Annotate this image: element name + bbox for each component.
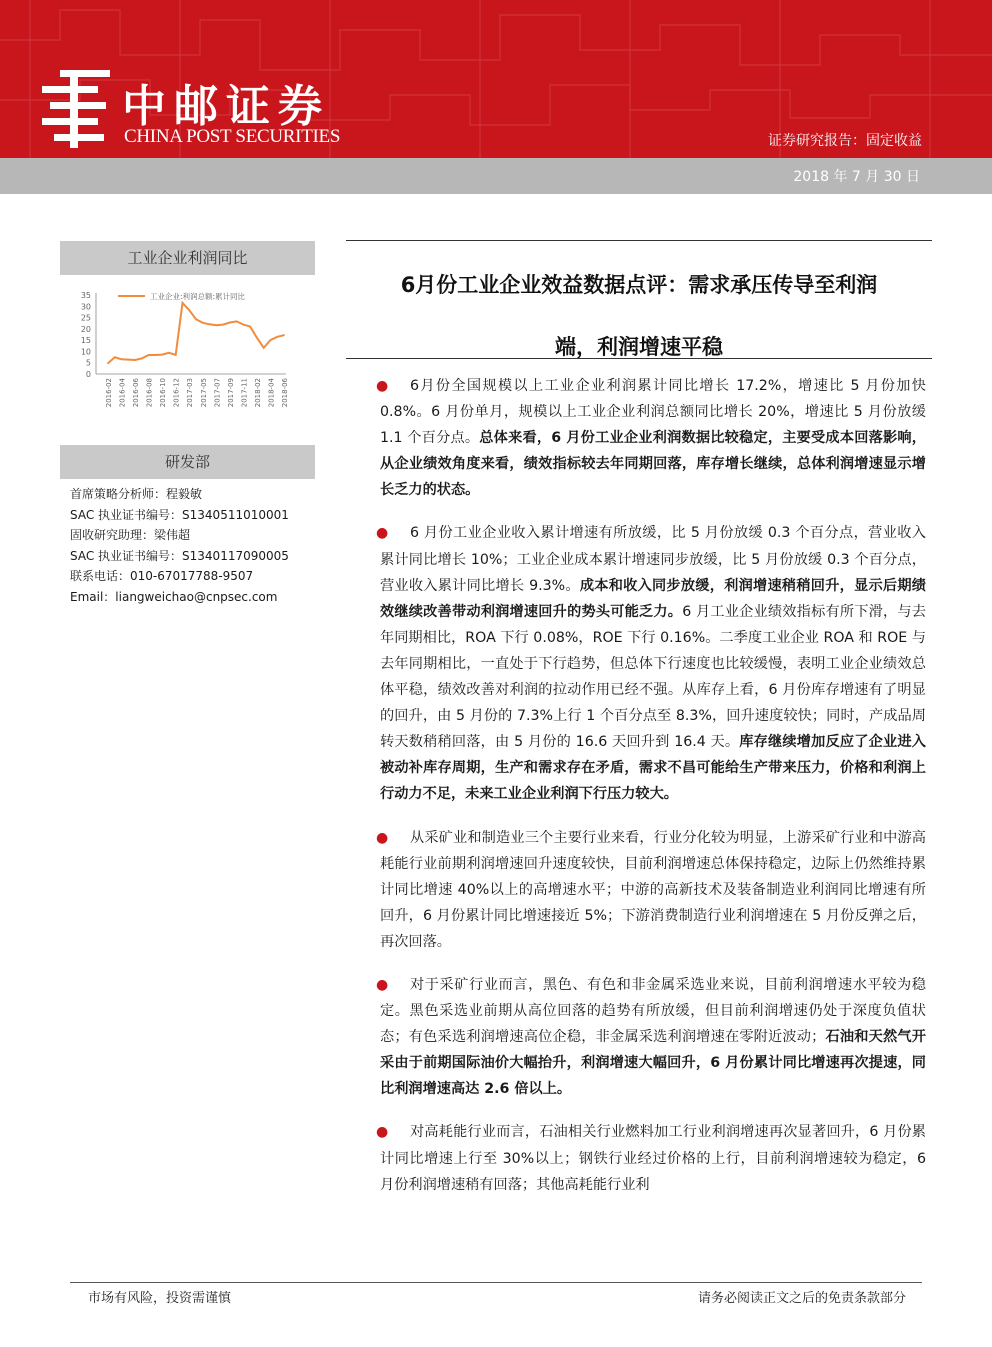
- data-point: [114, 356, 116, 358]
- x-tick-label: 2018-04: [267, 378, 276, 408]
- report-title: [346, 262, 932, 371]
- footer-disclaimer: 请务必阅读正文之后的免责条款部分: [697, 1291, 906, 1306]
- report-header: [0, 0, 992, 158]
- chart-box-title: 工业企业利润同比: [60, 241, 315, 275]
- data-point: [107, 362, 109, 364]
- logo-chinese-name: 中邮证券: [122, 81, 330, 132]
- bullet-icon: ●: [376, 1124, 389, 1141]
- x-tick-label: 2016-04: [118, 378, 127, 408]
- x-tick-label: 2017-09: [226, 378, 235, 408]
- y-tick-label: 15: [80, 336, 91, 346]
- bullet-icon: ●: [376, 378, 389, 394]
- report-title-line-2: 端，利润增速平稳: [555, 335, 723, 359]
- data-point: [236, 321, 238, 323]
- data-point: [242, 324, 244, 326]
- x-tick-label: 2016-10: [159, 378, 168, 408]
- data-point: [195, 318, 197, 320]
- contact-line: SAC 执业证书编号：S1340117090005: [70, 548, 289, 563]
- x-tick-label: 2016-06: [132, 378, 141, 408]
- bullet-icon: ●: [376, 976, 389, 993]
- x-tick-label: 2017-03: [186, 378, 195, 408]
- data-point: [270, 339, 272, 341]
- x-tick-label: 2017-11: [240, 378, 249, 408]
- report-body: [376, 373, 926, 1215]
- paragraph-highlight: 库存继续增加反应了企业进入被动补库存周期，生产和需求存在矛盾，需求不昌可能给生产带来压力，价格和利润上行动力不足，未来工业企业利润下行压力较大。: [380, 734, 926, 803]
- y-tick-label: 0: [85, 370, 91, 379]
- legend-label: 工业企业:利润总额:累计同比: [150, 292, 246, 301]
- y-tick-label: 35: [80, 291, 91, 300]
- data-point: [222, 324, 224, 326]
- data-point: [209, 323, 211, 325]
- report-date: 2018 年 7 月 30 日: [793, 169, 920, 185]
- body-paragraph: [376, 825, 926, 955]
- contact-line: 首席策略分析师：程毅敏: [70, 487, 203, 501]
- data-point: [283, 334, 285, 336]
- bullet-icon: ●: [376, 829, 389, 846]
- data-point: [263, 347, 265, 349]
- paragraph-highlight: 总体来看，6 月份工业企业利润数据比较稳定，主要受成本回落影响，从企业绩效角度来看，绩效指标较去年同期回落，库存增长继续，总体利润增速显示增长乏力的状态。: [380, 430, 926, 499]
- contact-line: SAC 执业证书编号：S1340511010001: [70, 507, 289, 522]
- title-top-rule: [346, 240, 932, 241]
- data-point: [202, 322, 204, 324]
- footer-risk-notice: 市场有风险，投资需谨慎: [88, 1291, 232, 1306]
- x-tick-label: 2016-08: [145, 378, 154, 408]
- y-tick-label: 30: [80, 302, 91, 312]
- body-paragraph: [376, 520, 926, 807]
- data-point: [175, 354, 177, 356]
- data-point: [256, 337, 258, 339]
- x-tick-label: 2016-12: [172, 378, 181, 408]
- body-paragraph: [376, 1119, 926, 1197]
- data-point: [121, 358, 123, 360]
- data-point: [134, 359, 136, 361]
- body-paragraph: [376, 972, 926, 1102]
- contact-line: 联系电话：010-67017788-9507: [70, 569, 254, 583]
- chart-svg: [60, 282, 315, 432]
- x-tick-label: 2018-06: [281, 378, 289, 408]
- bullet-icon: ●: [376, 525, 389, 542]
- paragraph-text: 6月份全国规模以上工业企业利润累计同比增长 17.2%，增速比 5 月份加快 0.8%。6 月份单月，规模以上工业企业利润总额同比增长 20%，增速比 5 月份放缓 1.1 个百分点。: [380, 378, 926, 447]
- x-tick-label: 2016-02: [105, 378, 113, 408]
- body-paragraph: [376, 373, 926, 503]
- x-tick-label: 2018-02: [253, 378, 262, 408]
- paragraph-highlight: 石油和天然气开采由于前期国际油价大幅抬升，利润增速大幅回升，6 月份累计同比增速再次提速，同比利润增速高达 2.6 倍以上。: [380, 1029, 926, 1098]
- logo-english-name: CHINA POST SECURITIES: [124, 126, 341, 147]
- paragraph-text: 对高耗能行业而言，石油相关行业燃料加工行业利润增速再次显著回升，6 月份累计同比增速上行至 30%以上；钢铁行业经过价格的上行，目前利润增速较为稳定，6 月份利润增速稍有回落；其他高耗能行业利: [380, 1124, 926, 1193]
- data-point: [141, 358, 143, 360]
- data-point: [148, 354, 150, 356]
- paragraph-highlight: 成本和收入同步放缓，利润增速稍稍回升，显示后期绩效继续改善带动利润增速回升的势头可能乏力。: [380, 577, 926, 620]
- data-point: [229, 322, 231, 324]
- paragraph-text: 对于采矿行业而言，黑色、有色和非金属采选业来说，目前利润增速水平较为稳定。黑色采选业前期从高位回落的趋势有所放缓，但目前利润增速仍处于深度负值状态；有色采选利润增速高位企稳，非金属采选利润增速在零附近波动；: [380, 976, 926, 1046]
- y-tick-label: 10: [80, 347, 91, 357]
- x-tick-label: 2017-05: [199, 378, 208, 408]
- title-bottom-rule: [346, 358, 932, 359]
- china-post-logo-icon: [40, 68, 112, 150]
- y-tick-label: 5: [85, 358, 91, 368]
- data-point: [215, 324, 217, 326]
- data-point: [154, 354, 156, 356]
- data-point: [276, 336, 278, 338]
- series-line: [108, 303, 284, 363]
- contact-email: Email：liangweichao@cnpsec.com: [70, 589, 278, 604]
- paragraph-text: 6 月工业企业绩效指标有所下滑，与去年同期相比，ROA 下行 0.08%，ROE 下行 0.16%。二季度工业企业 ROA 和 ROE 与去年同期相比，一直处于下行趋势，但总体下行速度也比较缓慢，表明工业企业绩效总体平稳，绩效改善对利润的拉动作用已经不强。从库存上看，6 月份库存增速有了明显的回升，由 5 月份的 7.3%上行 1 个百分点至 8.3%，回升速度较快；同时，产成品周转天数稍稍回落，由 5 月份的 16.6 天回升到 16.4 天。: [380, 603, 926, 751]
- paragraph-text: 从采矿业和制造业三个主要行业来看，行业分化较为明显，上游采矿行业和中游高耗能行业前期利润增速回升速度较快，目前利润增速总体保持稳定，边际上仍然维持累计同比增速 40%以上的高增速水平；中游的高新技术及装备制造业利润同比增速有所回升，6 月份累计同比增速接近 5%；下游消费制造行业利润增速在 5 月份反弹之后，再次回落。: [380, 829, 926, 950]
- report-type-label: 证券研究报告：固定收益: [768, 133, 922, 149]
- dept-box-title: 研发部: [60, 445, 315, 479]
- date-bar: [0, 158, 992, 194]
- data-point: [188, 309, 190, 311]
- data-point: [182, 302, 184, 304]
- x-tick-label: 2017-07: [213, 378, 222, 408]
- data-point: [127, 359, 129, 361]
- y-tick-label: 20: [80, 324, 91, 334]
- y-tick-label: 25: [80, 313, 91, 323]
- profit-growth-chart: [60, 282, 315, 432]
- data-point: [168, 352, 170, 354]
- paragraph-text: 6 月份工业企业收入累计增速有所放缓，比 5 月份放缓 0.3 个百分点，营业收入累计同比增长 10%；工业企业成本累计增速同步放缓，比 5 月份放缓 0.3 个百分点，营业收入累计同比增长 9.3%。: [380, 525, 926, 594]
- footer-rule: [70, 1282, 922, 1283]
- data-point: [249, 326, 251, 328]
- contact-line: 固收研究助理：梁伟超: [70, 528, 191, 542]
- data-point: [161, 354, 163, 356]
- analyst-contacts: [70, 484, 320, 607]
- report-title-line-1: 6月份工业企业效益数据点评：需求承压传导至利润: [400, 273, 878, 297]
